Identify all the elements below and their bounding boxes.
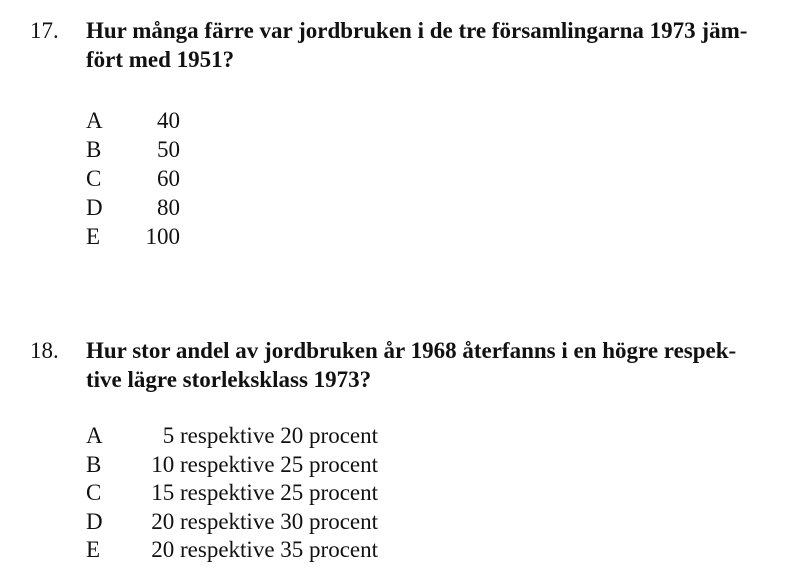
question-text-line: tive lägre storleksklass 1973?	[86, 367, 372, 392]
question-number: 18.	[30, 338, 59, 363]
option-letter: D	[86, 508, 103, 534]
answer-option-a	[86, 106, 486, 135]
option-letter: C	[86, 166, 102, 191]
question-text	[86, 336, 776, 394]
answer-options	[86, 106, 486, 251]
option-value: 10 respektive 25 procent	[151, 451, 378, 477]
option-value: 5 respektive 20 procent	[162, 423, 378, 448]
answer-option-d	[86, 508, 486, 537]
option-letter: B	[86, 451, 102, 477]
question-text-line: fört med 1951?	[86, 47, 235, 72]
option-letter: C	[86, 480, 102, 505]
answer-option-b	[86, 451, 486, 480]
answer-option-b	[86, 135, 486, 164]
option-letter: B	[86, 137, 102, 162]
option-value: 80	[157, 195, 180, 220]
option-value: 20 respektive 30 procent	[151, 508, 378, 534]
question-number: 17.	[30, 18, 59, 43]
option-value: 60	[157, 166, 180, 191]
option-value: 100	[145, 224, 180, 249]
answer-option-c	[86, 164, 486, 193]
answer-option-a	[86, 422, 486, 451]
question-text-line: Hur många färre var jordbruken i de tre församlingarna 1973 jäm-	[86, 18, 748, 43]
option-value: 50	[157, 137, 180, 162]
answer-option-c	[86, 479, 486, 508]
option-letter: A	[86, 423, 103, 448]
option-letter: E	[86, 537, 101, 562]
answer-option-e	[86, 222, 486, 251]
option-letter: E	[86, 224, 101, 249]
option-letter: A	[86, 108, 103, 133]
answer-options	[86, 422, 486, 565]
question-text-line: Hur stor andel av jordbruken år 1968 återfanns i en högre respek-	[86, 338, 737, 363]
option-value: 20 respektive 35 procent	[151, 537, 378, 562]
answer-option-e	[86, 536, 486, 565]
option-value: 15 respektive 25 procent	[151, 480, 378, 505]
answer-option-d	[86, 193, 486, 222]
question-text	[86, 16, 776, 74]
option-letter: D	[86, 195, 103, 220]
option-value: 40	[157, 108, 180, 133]
